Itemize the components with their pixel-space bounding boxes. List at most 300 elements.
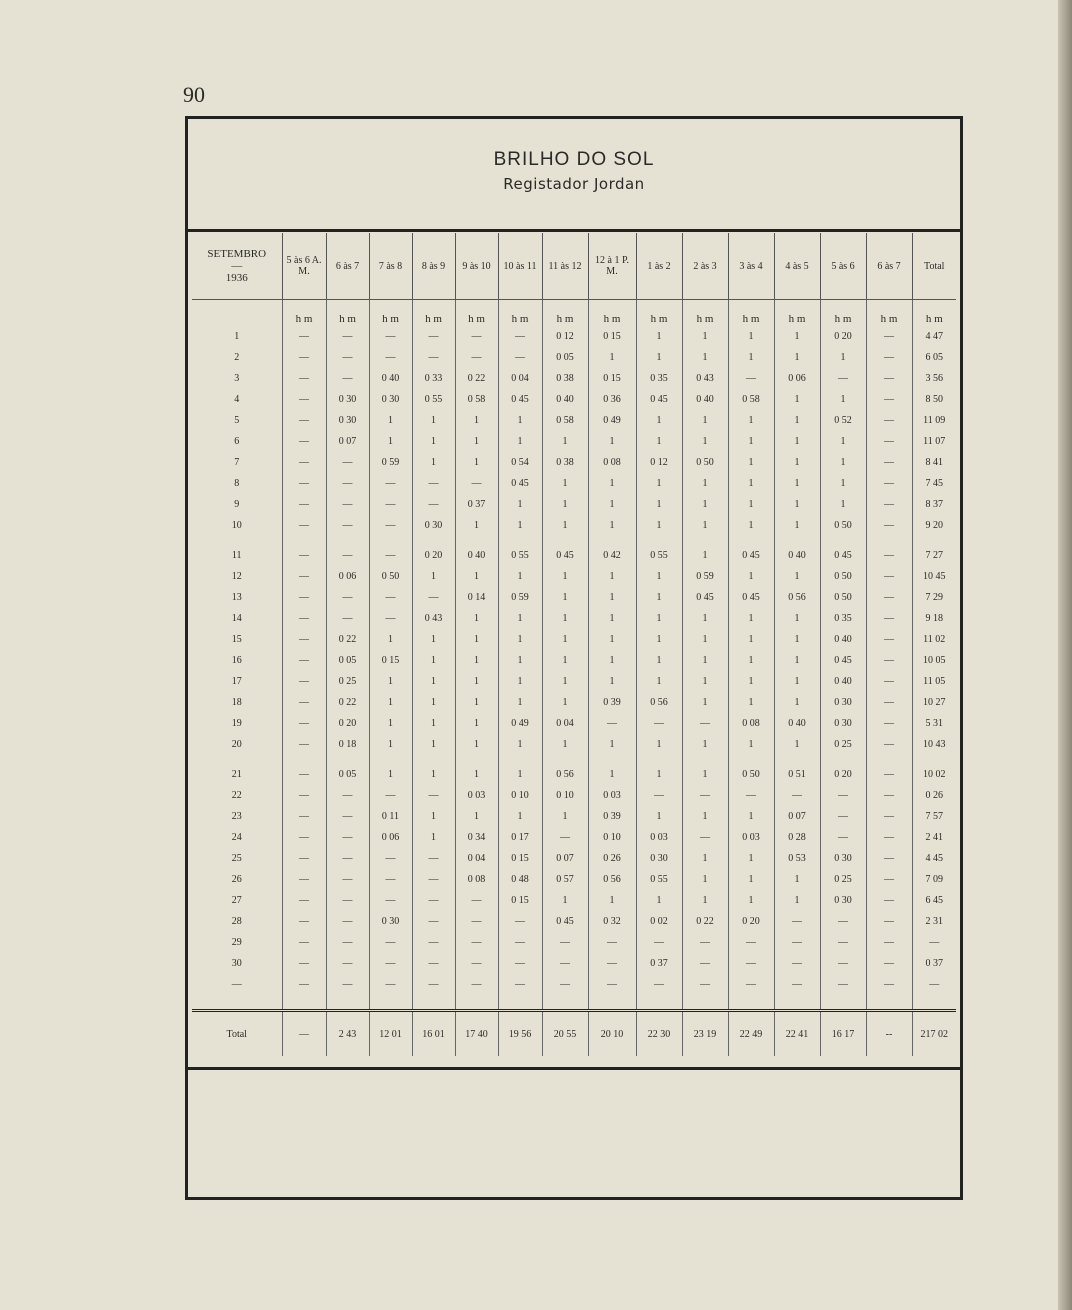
value-cell: —	[866, 827, 912, 848]
table-row	[192, 671, 956, 692]
value-cell: —	[866, 473, 912, 494]
value-cell: —	[326, 452, 369, 473]
value-cell: 0 39	[588, 692, 636, 713]
table-row	[192, 890, 956, 911]
value-cell: 0 30	[369, 389, 412, 410]
value-cell: —	[728, 974, 774, 995]
value-cell: 1	[588, 671, 636, 692]
value-cell: 0 43	[412, 608, 455, 629]
spacer-cell	[455, 995, 498, 1011]
value-cell: —	[866, 953, 912, 974]
value-cell: 0 03	[588, 785, 636, 806]
value-cell: 0 40	[682, 389, 728, 410]
table-row	[192, 848, 956, 869]
value-cell: 1	[728, 734, 774, 755]
value-cell: —	[820, 932, 866, 953]
value-cell: 1	[728, 650, 774, 671]
value-cell: 1	[542, 890, 588, 911]
unit-cell: h m	[282, 300, 326, 327]
value-cell: —	[866, 431, 912, 452]
value-cell: —	[369, 785, 412, 806]
value-cell: 1	[542, 473, 588, 494]
value-cell: 0 55	[636, 869, 682, 890]
spacer-cell	[820, 995, 866, 1011]
table-row	[192, 494, 956, 515]
value-cell: 1	[412, 452, 455, 473]
value-cell: 1	[682, 764, 728, 785]
value-cell: 1	[588, 650, 636, 671]
spacer-cell	[542, 536, 588, 545]
value-cell: —	[369, 494, 412, 515]
value-cell: 1	[588, 566, 636, 587]
value-cell: —	[728, 368, 774, 389]
spacer-cell	[542, 755, 588, 764]
value-cell: —	[866, 911, 912, 932]
value-cell: 0 45	[682, 587, 728, 608]
value-cell: 0 52	[820, 410, 866, 431]
value-cell: 10 27	[923, 697, 946, 708]
value-cell: 0 12	[542, 326, 588, 347]
value-cell: 0 40	[820, 671, 866, 692]
table-body	[192, 300, 956, 1057]
value-cell: —	[282, 911, 326, 932]
day-cell: 27	[192, 890, 282, 911]
value-cell: 16 17	[820, 1011, 866, 1057]
value-cell: 0 28	[774, 827, 820, 848]
day-cell: 26	[192, 869, 282, 890]
value-cell: 0 26	[925, 790, 943, 801]
value-cell: 1	[728, 347, 774, 368]
value-cell: 1	[542, 692, 588, 713]
value-cell: 0 17	[498, 827, 542, 848]
value-cell: 7 09	[925, 874, 943, 885]
spacer-cell	[820, 536, 866, 545]
table-row	[192, 587, 956, 608]
spacer-cell	[728, 536, 774, 545]
value-cell: —	[820, 806, 866, 827]
value-cell: —	[326, 515, 369, 536]
value-cell: 0 04	[542, 713, 588, 734]
value-cell: 1	[369, 410, 412, 431]
value-cell: —	[412, 494, 455, 515]
value-cell: —	[369, 932, 412, 953]
value-cell: —	[498, 326, 542, 347]
value-cell: 1	[820, 389, 866, 410]
day-cell: 4	[192, 389, 282, 410]
day-cell: 16	[192, 650, 282, 671]
value-cell: —	[369, 347, 412, 368]
value-cell: 1	[412, 650, 455, 671]
value-cell: 0 10	[588, 827, 636, 848]
value-cell: 1	[542, 494, 588, 515]
value-cell: 1	[728, 410, 774, 431]
value-cell: —	[455, 911, 498, 932]
unit-cell: h m	[369, 300, 412, 327]
value-cell: 0 42	[588, 545, 636, 566]
value-cell: 1	[774, 566, 820, 587]
value-cell: —	[820, 785, 866, 806]
value-cell: —	[866, 671, 912, 692]
value-cell: 1	[498, 764, 542, 785]
value-cell: —	[542, 974, 588, 995]
value-cell: 0 15	[369, 650, 412, 671]
value-cell: 17 40	[455, 1011, 498, 1057]
value-cell: —	[455, 347, 498, 368]
table-row	[192, 650, 956, 671]
value-cell: 1	[588, 347, 636, 368]
value-cell: 1	[588, 890, 636, 911]
spacer-cell	[412, 995, 455, 1011]
value-cell: 1	[588, 431, 636, 452]
table-row	[192, 932, 956, 953]
day-cell: 9	[192, 494, 282, 515]
value-cell: 0 48	[498, 869, 542, 890]
value-cell: —	[412, 848, 455, 869]
value-cell: 1	[682, 431, 728, 452]
value-cell: 0 15	[498, 848, 542, 869]
value-cell: —	[542, 932, 588, 953]
value-cell: 0 15	[498, 890, 542, 911]
value-cell: 1	[369, 764, 412, 785]
unit-row	[192, 300, 956, 327]
table-frame	[185, 116, 963, 1200]
value-cell: —	[866, 785, 912, 806]
value-cell: 1	[774, 326, 820, 347]
value-cell: 0 14	[455, 587, 498, 608]
value-cell: —	[774, 785, 820, 806]
value-cell: 1	[455, 608, 498, 629]
value-cell: 0 08	[588, 452, 636, 473]
value-cell: 1	[774, 389, 820, 410]
value-cell: 1	[636, 671, 682, 692]
value-cell: 1	[774, 347, 820, 368]
value-cell: 22 41	[774, 1011, 820, 1057]
unit-cell: h m	[925, 313, 943, 325]
value-cell: —	[369, 545, 412, 566]
value-cell: —	[326, 911, 369, 932]
value-cell: 0 45	[498, 389, 542, 410]
value-cell: 0 18	[326, 734, 369, 755]
value-cell: 1	[636, 473, 682, 494]
value-cell: 6 05	[925, 352, 943, 363]
value-cell: 0 30	[369, 911, 412, 932]
value-cell: 1	[636, 515, 682, 536]
value-cell: 1	[542, 650, 588, 671]
unit-cell: h m	[774, 300, 820, 327]
value-cell: —	[455, 326, 498, 347]
value-cell: —	[412, 473, 455, 494]
value-cell: —	[412, 785, 455, 806]
value-cell: 0 30	[820, 713, 866, 734]
value-cell: —	[636, 713, 682, 734]
value-cell: 1	[682, 347, 728, 368]
value-cell: 1	[369, 692, 412, 713]
value-cell: —	[282, 515, 326, 536]
value-cell: 0 22	[455, 368, 498, 389]
value-cell: —	[866, 629, 912, 650]
spacer-cell	[412, 755, 455, 764]
value-cell: 0 04	[455, 848, 498, 869]
value-cell: 16 01	[412, 1011, 455, 1057]
value-cell: 0 38	[542, 368, 588, 389]
value-cell: 0 25	[820, 734, 866, 755]
day-cell: 5	[192, 410, 282, 431]
value-cell: 1	[498, 692, 542, 713]
value-cell: 10 45	[923, 571, 946, 582]
value-cell: 1	[498, 608, 542, 629]
value-cell: 1	[682, 410, 728, 431]
value-cell: 0 06	[369, 827, 412, 848]
value-cell: 0 34	[455, 827, 498, 848]
value-cell: —	[866, 494, 912, 515]
value-cell: —	[866, 452, 912, 473]
value-cell: —	[929, 979, 940, 990]
value-cell: 1	[636, 734, 682, 755]
spacer-cell	[542, 995, 588, 1011]
value-cell: —	[412, 869, 455, 890]
value-cell: 4 47	[925, 331, 943, 342]
value-cell: 0 36	[588, 389, 636, 410]
value-cell: —	[866, 368, 912, 389]
spacer-cell	[192, 536, 282, 545]
value-cell: —	[326, 953, 369, 974]
value-cell: 1	[498, 566, 542, 587]
table-row	[192, 734, 956, 755]
value-cell: —	[866, 389, 912, 410]
value-cell: —	[866, 974, 912, 995]
value-cell: 1	[682, 608, 728, 629]
value-cell: 1	[498, 431, 542, 452]
value-cell: 10 43	[923, 739, 946, 750]
day-cell: 11	[192, 545, 282, 566]
unit-cell: h m	[866, 300, 912, 327]
value-cell: 1	[455, 410, 498, 431]
day-cell: 7	[192, 452, 282, 473]
value-cell: —	[498, 974, 542, 995]
value-cell: 0 50	[820, 515, 866, 536]
unit-cell: h m	[412, 300, 455, 327]
value-cell: 0 59	[682, 566, 728, 587]
page-subtitle: Registador Jordan	[503, 175, 645, 193]
value-cell: 1	[820, 473, 866, 494]
value-cell: —	[282, 734, 326, 755]
value-cell: 1	[728, 608, 774, 629]
value-cell: 0 30	[412, 515, 455, 536]
value-cell: 0 20	[728, 911, 774, 932]
value-cell: 1	[728, 890, 774, 911]
day-cell: 22	[192, 785, 282, 806]
value-cell: 1	[542, 608, 588, 629]
value-cell: 2 41	[925, 832, 943, 843]
value-cell: —	[866, 764, 912, 785]
table-row	[192, 368, 956, 389]
spacer-cell	[866, 536, 912, 545]
value-cell: 0 06	[326, 566, 369, 587]
value-cell: 0 03	[636, 827, 682, 848]
spacer-cell	[369, 995, 412, 1011]
spacer-cell	[282, 536, 326, 545]
spacer-cell	[326, 755, 369, 764]
day-cell: 2	[192, 347, 282, 368]
value-cell: 1	[369, 629, 412, 650]
value-cell: 1	[369, 431, 412, 452]
value-cell: —	[326, 827, 369, 848]
value-cell: —	[682, 785, 728, 806]
value-cell: 1	[728, 494, 774, 515]
spacer-cell	[588, 536, 636, 545]
value-cell: —	[866, 608, 912, 629]
value-cell: 1	[728, 848, 774, 869]
value-cell: 1	[728, 671, 774, 692]
value-cell: 9 18	[925, 613, 943, 624]
value-cell: 0 50	[682, 452, 728, 473]
day-cell: 25	[192, 848, 282, 869]
value-cell: 0 03	[728, 827, 774, 848]
value-cell: 1	[774, 890, 820, 911]
value-cell: 1	[455, 515, 498, 536]
value-cell: 10 02	[923, 769, 946, 780]
value-cell: —	[820, 911, 866, 932]
spacer-cell	[588, 755, 636, 764]
value-cell: —	[866, 806, 912, 827]
value-cell: 1	[542, 734, 588, 755]
value-cell: 1	[369, 734, 412, 755]
value-cell: —	[866, 410, 912, 431]
day-cell: 21	[192, 764, 282, 785]
value-cell: --	[866, 1011, 912, 1057]
unit-cell: h m	[542, 300, 588, 327]
value-cell: 1	[455, 566, 498, 587]
spacer-cell	[866, 995, 912, 1011]
month-label: SETEMBRO	[207, 247, 267, 260]
table-row	[192, 431, 956, 452]
value-cell: —	[326, 974, 369, 995]
day-cell: 20	[192, 734, 282, 755]
month-header	[192, 233, 282, 300]
col-header: 2 às 3	[682, 233, 728, 300]
value-cell: —	[282, 410, 326, 431]
value-cell: 7 27	[925, 550, 943, 561]
value-cell: 0 40	[542, 389, 588, 410]
value-cell: 1	[455, 734, 498, 755]
value-cell: 0 10	[542, 785, 588, 806]
value-cell: 0 40	[774, 713, 820, 734]
value-cell: 1	[774, 515, 820, 536]
table-row	[192, 326, 956, 347]
value-cell: 1	[728, 431, 774, 452]
value-cell: 11 07	[923, 436, 946, 447]
value-cell: —	[455, 473, 498, 494]
spacer-cell	[498, 536, 542, 545]
table-row	[192, 410, 956, 431]
spacer-cell	[636, 995, 682, 1011]
value-cell: 0 03	[455, 785, 498, 806]
value-cell: 1	[455, 806, 498, 827]
spacer-cell	[682, 995, 728, 1011]
value-cell: —	[282, 629, 326, 650]
value-cell: 1	[636, 410, 682, 431]
value-cell: —	[326, 785, 369, 806]
value-cell: 1	[498, 629, 542, 650]
value-cell: 23 19	[682, 1011, 728, 1057]
value-cell: 1	[728, 692, 774, 713]
value-cell: 1	[455, 713, 498, 734]
value-cell: 0 15	[588, 368, 636, 389]
table-row	[192, 629, 956, 650]
value-cell: 0 22	[326, 692, 369, 713]
value-cell: 1	[542, 629, 588, 650]
value-cell: 1	[774, 671, 820, 692]
value-cell: —	[412, 974, 455, 995]
value-cell: 1	[682, 629, 728, 650]
value-cell: 1	[542, 515, 588, 536]
table-row	[192, 911, 956, 932]
value-cell: —	[682, 827, 728, 848]
value-cell: 1	[682, 650, 728, 671]
value-cell: —	[326, 473, 369, 494]
value-cell: —	[866, 515, 912, 536]
spacer-cell	[369, 755, 412, 764]
page-title: BRILHO DO SOL	[493, 149, 655, 170]
value-cell: 1	[728, 869, 774, 890]
value-cell: 1	[455, 764, 498, 785]
day-cell: 3	[192, 368, 282, 389]
value-cell: 0 40	[820, 629, 866, 650]
table-row	[192, 545, 956, 566]
value-cell: —	[588, 974, 636, 995]
spacer-cell	[774, 536, 820, 545]
value-cell: 1	[588, 494, 636, 515]
spacer-cell	[412, 536, 455, 545]
value-cell: 4 45	[925, 853, 943, 864]
value-cell: 1	[455, 650, 498, 671]
value-cell: 1	[455, 692, 498, 713]
spacer-cell	[728, 995, 774, 1011]
value-cell: 0 11	[369, 806, 412, 827]
value-cell: 1	[682, 890, 728, 911]
value-cell: 0 22	[326, 629, 369, 650]
value-cell: 1	[636, 806, 682, 827]
table-row	[192, 473, 956, 494]
value-cell: —	[412, 911, 455, 932]
value-cell: 1	[412, 734, 455, 755]
spacer-cell	[636, 536, 682, 545]
value-cell: 11 05	[923, 676, 946, 687]
value-cell: —	[455, 932, 498, 953]
value-cell: 0 45	[820, 545, 866, 566]
table-row	[192, 785, 956, 806]
value-cell: 0 56	[774, 587, 820, 608]
page-edge	[1058, 0, 1072, 1310]
value-cell: 0 40	[455, 545, 498, 566]
value-cell: 1	[774, 629, 820, 650]
value-cell: —	[282, 608, 326, 629]
spacer-cell	[682, 536, 728, 545]
value-cell: —	[820, 368, 866, 389]
col-header: 6 às 7	[866, 233, 912, 300]
value-cell: —	[369, 608, 412, 629]
value-cell: —	[369, 869, 412, 890]
value-cell: 0 35	[636, 368, 682, 389]
value-cell: —	[282, 692, 326, 713]
value-cell: 1	[636, 890, 682, 911]
value-cell: —	[774, 932, 820, 953]
month-dash: —	[231, 259, 243, 272]
value-cell: —	[866, 869, 912, 890]
value-cell: 1	[369, 713, 412, 734]
value-cell: 8 37	[925, 499, 943, 510]
value-cell: 0 30	[326, 389, 369, 410]
